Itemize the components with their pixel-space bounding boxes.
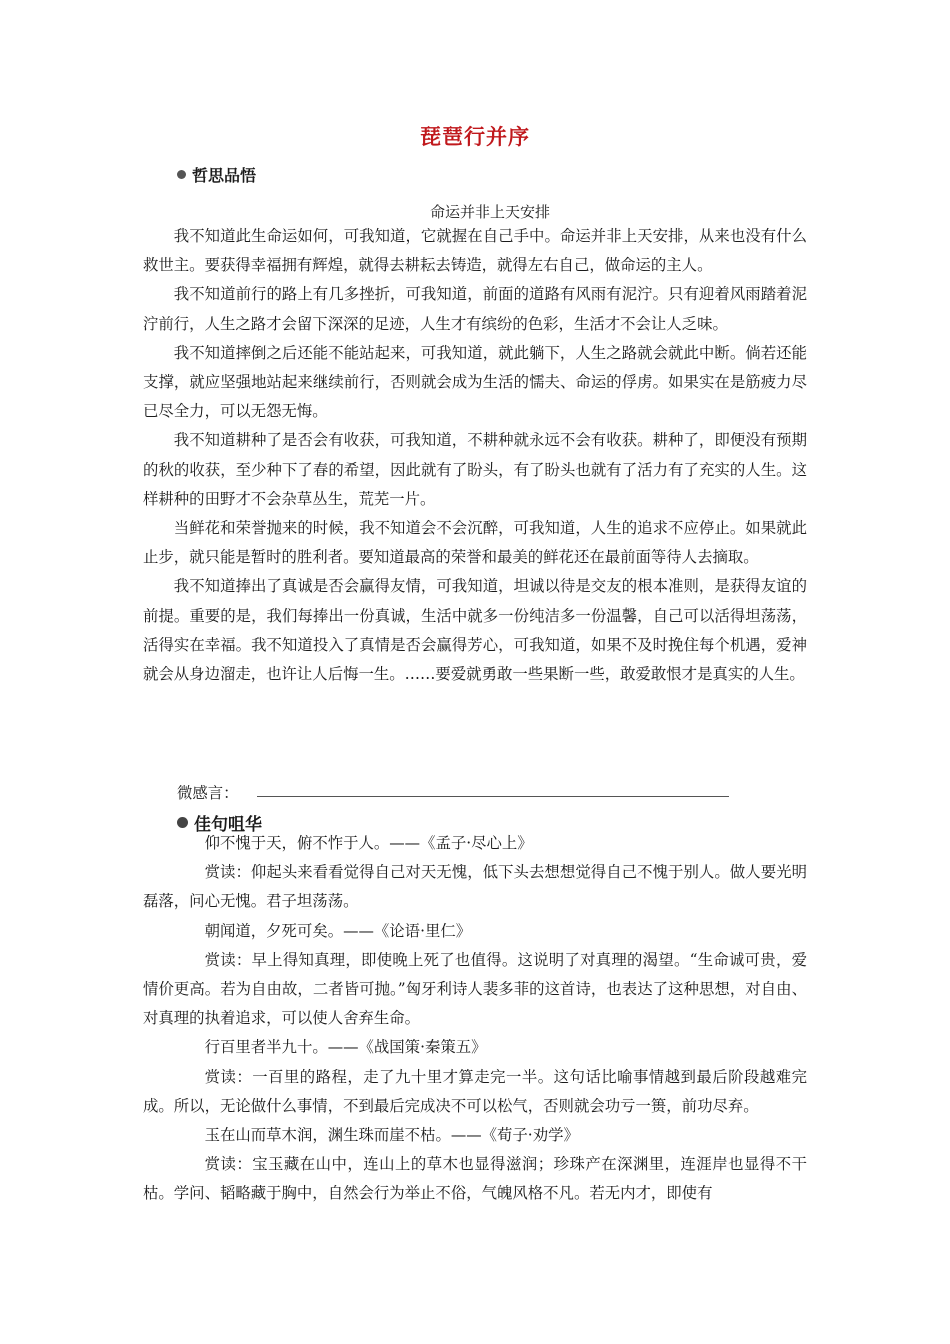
essay-paragraph: 我不知道摔倒之后还能不能站起来，可我知道，就此躺下，人生之路就会就此中断。倘若还能支撑，就应坚强地站起来继续前行，否则就会成为生活的懦夫、命运的俘虏。如果实在是筋疲力尽已尽全力，可以无怨无悔。 (143, 343, 807, 421)
reflection-blank-line[interactable] (257, 796, 729, 797)
reflection-label: 微感言： (177, 784, 239, 802)
quote-line: 玉在山而草木润，渊生珠而崖不枯。——《荀子·劝学》 (204, 1126, 579, 1145)
quote-comment: 赏读：一百里的路程，走了九十里才算走完一半。这句话比喻事情越到最后阶段越难完成。所以，无论做什么事情，不到最后完成决不可以松气，否则就会功亏一篑，前功尽弃。 (143, 1067, 807, 1115)
essay-paragraph: 我不知道此生命运如何，可我知道，它就握在自己手中。命运并非上天安排，从来也没有什么救世主。要获得幸福拥有辉煌，就得去耕耘去铸造，就得左右自己，做命运的主人。 (143, 227, 807, 275)
quote-line: 行百里者半九十。——《战国策·秦策五》 (204, 1038, 487, 1057)
quote-line: 仰不愧于天，俯不怍于人。——《孟子·尽心上》 (204, 834, 533, 852)
essay-paragraph: 我不知道耕种了是否会有收获，可我知道，不耕种就永远不会有收获。耕种了，即便没有预期的秋的收获，至少种下了春的希望，因此就有了盼头，有了盼头也就有了活力有了充实的人生。这样耕种的田野才不会杂草丛生，荒芜一片。 (143, 431, 807, 508)
quote-line: 朝闻道，夕死可矣。——《论语·里仁》 (204, 921, 472, 940)
bullet-dot-icon (177, 817, 188, 828)
essay-paragraph: 我不知道前行的路上有几多挫折，可我知道，前面的道路有风雨有泥泞。只有迎着风雨踏着泥泞前行，人生之路才会留下深深的足迹，人生才有缤纷的色彩，生活才不会让人乏味。 (143, 285, 807, 333)
quote-comment: 赏读：宝玉藏在山中，连山上的草木也显得滋润；珍珠产在深渊里，连涯岸也显得不干枯。学问、韬略藏于胸中，自然会行为举止不俗，气魄风格不凡。若无内才，即使有 (143, 1155, 807, 1203)
quote-comment: 赏读：早上得知真理，即使晚上死了也值得。这说明了对真理的渴望。“生命诚可贵，爱情价更高。若为自由故，二者皆可抛。”匈牙利诗人裴多菲的这首诗，也表达了这种思想，对自由、对真理的执着追求，可以使人舍弃生命。 (143, 950, 807, 1028)
quotes-body (143, 829, 807, 1209)
section-heading-zhesi (177, 163, 256, 186)
section-heading-label: 哲思品悟 (192, 166, 257, 185)
essay-paragraph: 我不知道捧出了真诚是否会赢得友情，可我知道，坦诚以待是交友的根本准则，是获得友谊的前提。重要的是，我们每捧出一份真诚，生活中就多一份纯洁多一份温馨，自己可以活得坦荡荡，活得实在幸福。我不知道投入了真情是否会赢得芳心，可我知道，如果不及时挽住每个机遇，爱神就会从身边溜走，也许让人后悔一生。……要爱就勇敢一些果断一些，敢爱敢恨才是真实的人生。 (143, 577, 807, 684)
essay-title: 命运并非上天安排 (429, 203, 550, 221)
document-title: 琵琶行并序 (420, 125, 530, 149)
essay-body (143, 222, 807, 689)
quote-comment: 赏读：仰起头来看看觉得自己对天无愧，低下头去想想觉得自己不愧于别人。做人要光明磊落，问心无愧。君子坦荡荡。 (143, 863, 807, 911)
bullet-dot-icon (177, 170, 186, 179)
essay-paragraph: 当鲜花和荣誉抛来的时候，我不知道会不会沉醉，可我知道，人生的追求不应停止。如果就此止步，就只能是暂时的胜利者。要知道最高的荣誉和最美的鲜花还在最前面等待人去摘取。 (143, 519, 807, 567)
section-heading-label: 佳句咀华 (194, 815, 262, 835)
